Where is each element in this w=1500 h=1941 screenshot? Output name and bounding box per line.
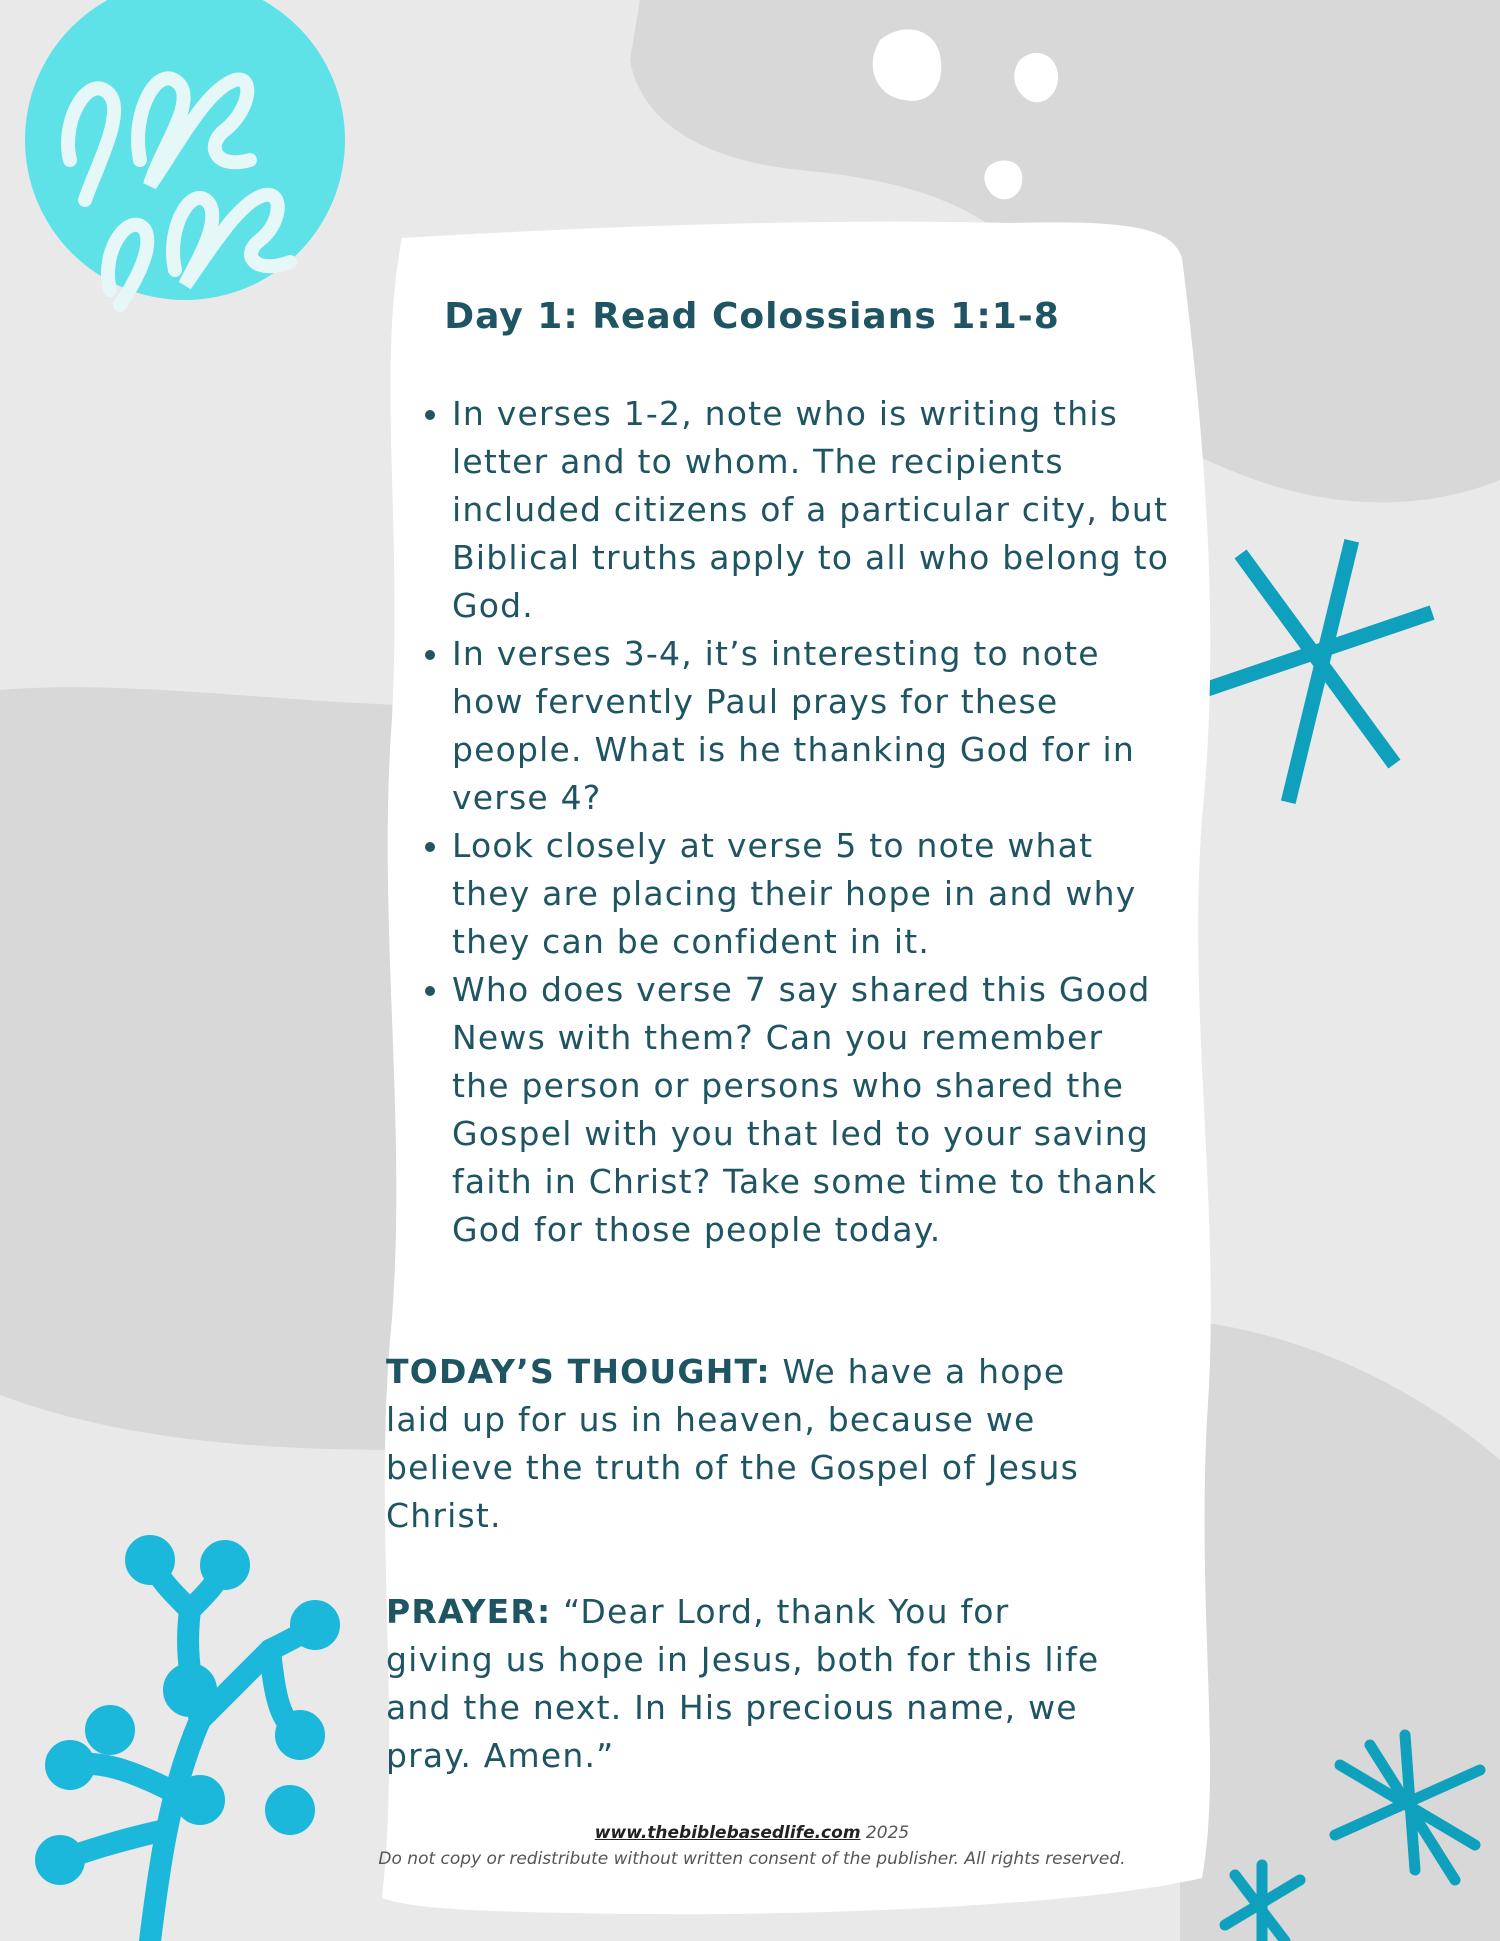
website-link[interactable]: www.thebiblebasedlife.com [594,1823,861,1843]
footer-credit [372,1820,1132,1846]
thought-text: We have a hope laid up for us in heaven, because we believe the truth of the Gospel of Jesus Christ. [386,1352,1080,1535]
footer [372,1820,1132,1872]
devotional-card [372,218,1214,1918]
coral-branch-icon [46,1546,329,1941]
left-band-blob [0,687,400,1450]
copyright-year: 2025 [860,1823,910,1843]
prayer [386,1588,1126,1780]
copyright-notice: Do not copy or redistribute without written consent of the publisher. All rights reserved. [378,1849,1126,1869]
thought-label: TODAY’S THOUGHT: [386,1352,771,1391]
page-title: Day 1: Read Colossians 1:1-8 [444,296,1060,337]
question-item: • Who does verse 7 say shared this Good News with them? Can you remember the person or persons who shared the Gospel with you that led to your saving faith in Christ? Take some time to thank God for those people today. [452,966,1172,1254]
swirl-circle-icon [25,0,345,305]
todays-thought [386,1348,1126,1540]
question-item: • Look closely at verse 5 to note what they are placing their hope in and why they can be confident in it. [452,822,1172,966]
question-item: • In verses 3-4, it’s interesting to note how fervently Paul prays for these people. What is he thanking God for in verse 4? [452,630,1172,822]
question-list [412,390,1172,1254]
prayer-text: “Dear Lord, thank You for giving us hope in Jesus, both for this life and the next. In His precious name, we pray. Amen.” [386,1592,1100,1775]
bottom-right-blob [1180,1320,1500,1941]
question-item: • In verses 1-2, note who is writing this letter and to whom. The recipients included citizens of a particular city, but Biblical truths apply to all who belong to God. [452,390,1172,630]
prayer-label: PRAYER: [386,1592,552,1631]
